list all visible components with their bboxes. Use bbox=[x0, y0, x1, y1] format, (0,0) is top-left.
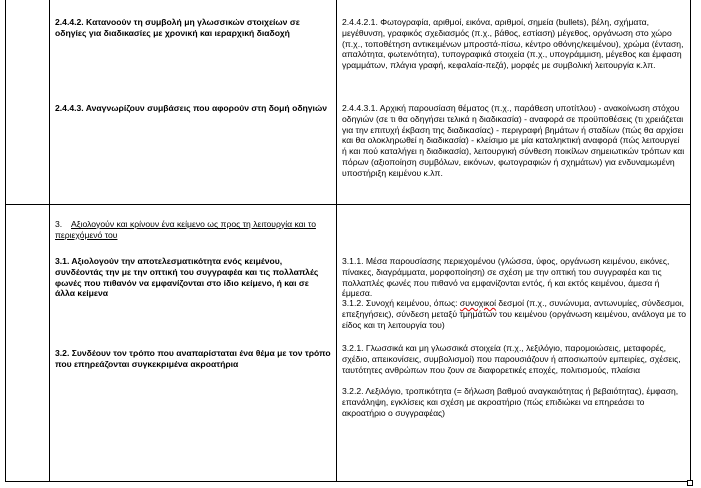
table-border-left bbox=[5, 0, 6, 482]
table-resize-handle[interactable] bbox=[687, 480, 693, 486]
table-border-inner-left bbox=[49, 0, 50, 482]
content-2-4-4-3-1: 2.4.4.3.1. Αρχική παρουσίαση θέματος (π.χ., παράθεση υποτίτλου) - ανακοίνωση στόχου οδηγιών (σε τι θα οδηγήσει τελικά η διαδικασία) - αναφορά σε προϋποθέσεις (τι χρειάζεται για την επιτυχή έκβαση της διαδικασίας) - περιγραφή βημάτων ή σταδίων (πώς θα αρχίσει και θα ολοκληρωθεί η διαδικασία) - κλείσιμο με μία καταληκτική αναφορά (πώς λειτουργεί ή και πού καταλήγει η διαδικασία), λειτουργική σύνθεση ποικίλων σημειωτικών τρόπων και πόρων (αξιοποίηση συμβόλων, εικόνων, φωτογραφιών ή σχημάτων) για ενδυναμωμένη υποστήριξη κειμένου κ.λπ. bbox=[342, 103, 685, 178]
table-border-right bbox=[690, 0, 691, 482]
spellcheck-flag: συνοχικοί bbox=[459, 298, 497, 308]
content-3-1-2: 3.1.2. Συνοχή κειμένου, όπως: συνοχικοί δεσμοί (π.χ., συνώνυμα, αντωνυμίες, σύνδεσμοι, επεξηγήσεις), σύνδεση μεταξύ τμημάτων του κειμένου (οργάνωση κειμένου, ανάλογα με το είδος και τη λειτουργία του) bbox=[342, 298, 686, 330]
table-border-bottom bbox=[5, 481, 691, 482]
table-border-middle bbox=[336, 0, 337, 482]
row-divider bbox=[5, 204, 691, 205]
objective-2-4-4-3: 2.4.4.3. Αναγνωρίζουν συμβάσεις που αφορούν στη δομή οδηγιών bbox=[55, 103, 327, 113]
objective-3-heading: 3. Αξιολογούν και κρίνουν ένα κείμενο ως προς τη λειτουργία και το περιεχόμενό του bbox=[55, 219, 316, 240]
objective-3-2: 3.2. Συνδέουν τον τρόπο που αναπαρίσταται ένα θέμα με τον τρόπο που επηρεάζονται συγκεκριμένα ακροατήρια bbox=[55, 348, 331, 369]
content-3-2-1: 3.2.1. Γλωσσικά και μη γλωσσικά στοιχεία (π.χ., λεξιλόγιο, παρομοιώσεις, μεταφορές, σχέδιο, απεικονίσεις, συμβολισμοί) που παρουσιάζουν ή αποσιωπούν εμπειρίες, σχέσεις, ταυτότητες ανθρώπων που ζουν σε διαφορετικές εποχές, πολιτισμούς, πλαίσια bbox=[342, 343, 681, 375]
content-3-2-2: 3.2.2. Λεξιλόγιο, τροπικότητα (= δήλωση βαθμού αναγκαιότητας ή βεβαιότητας), έμφαση, επανάληψη, εγκλίσεις και σχέση με ακροατήριο (πώς επιδιώκει να επηρεάσει το ακροατήριο ο συγγραφέας) bbox=[342, 386, 679, 418]
content-3-1-1: 3.1.1. Μέσα παρουσίασης περιεχομένου (γλώσσα, ύφος, οργάνωση κειμένου, εικόνες, πίνακες, διαγράμματα, μορφοποίηση) σε σχέση με την οπτική του συγγραφέα και τις πολλαπλές φωνές που πιθανό να εμφανίζονται εντός, ή και εκτός κειμένου, άμεσα ή έμμεσα. bbox=[342, 256, 670, 299]
objective-3-1: 3.1. Αξιολογούν την αποτελεσματικότητα ενός κειμένου, συνδέοντάς την με την οπτική του συγγραφέα και τις πολλαπλές φωνές που πιθανόν να εμφανίζονται στο ίδιο κείμενο, ή και σε άλλα κείμενα bbox=[55, 256, 319, 299]
content-2-4-4-2-1: 2.4.4.2.1. Φωτογραφία, αριθμοί, εικόνα, αριθμοί, σημεία (bullets), βέλη, σχήματα, μεγέθυνση, γραφικός σχεδιασμός (π.χ., βάθος, εστίαση) μέγεθος, οργάνωση στο χώρο (π.χ., τοποθέτηση αντικειμένων μπροστά-πίσω, κέντρο οθόνης/κειμένου), χρώμα (ένταση, απαλότητα, φωτεινότητα), τυπογραφικά στοιχεία (π.χ., υπογράμμιση, μέγεθος και έμφαση γραμμάτων, πλάγια γραφή, κεφαλαία-πεζά), μορφές με συμβολική λειτουργία κ.λπ. bbox=[342, 17, 684, 71]
objective-2-4-4-2: 2.4.4.2. Κατανοούν τη συμβολή μη γλωσσικών στοιχείων σε οδηγίες για διαδικασίες με χρονική και ιεραρχική διαδοχή bbox=[55, 17, 300, 38]
